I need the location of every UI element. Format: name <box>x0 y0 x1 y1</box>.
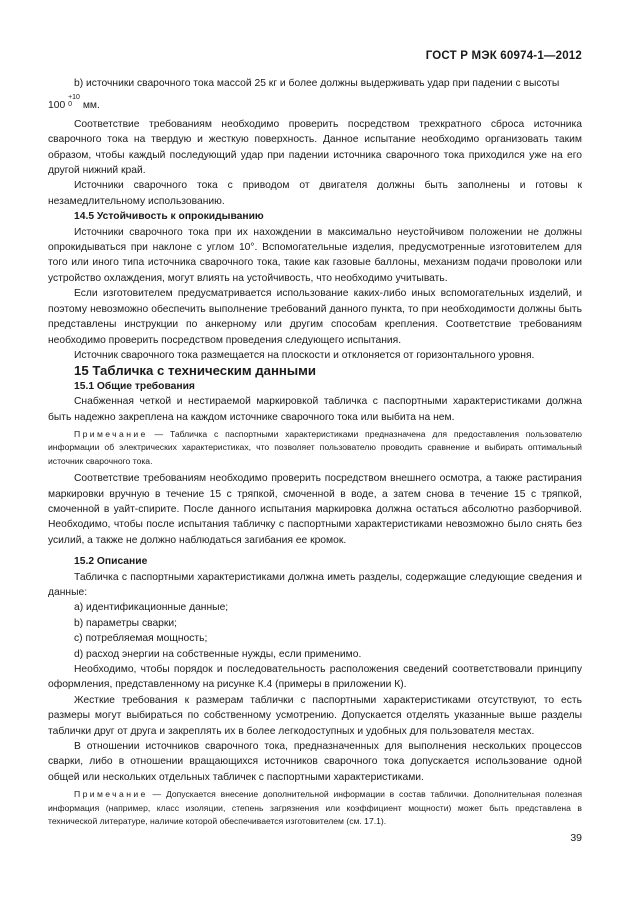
list-item: d) расход энергии на собственные нужды, если применимо. <box>74 648 362 660</box>
section-heading-15-2: 15.2 Описание <box>74 556 148 568</box>
paragraph: Снабженная четкой и нестираемой маркировкой табличка с паспортными характеристиками должна быть надежно закреплена на каждом источнике сварочного тока или выбита на нем. <box>48 396 582 423</box>
paragraph: Соответствие требованиям необходимо проверить посредством трехкратного сброса источника сварочного тока на твердую и жесткую поверхность. Данное испытание необходимо организовать таким образом, чтобы каждый последующий удар при падении источника сварочного тока приходился уже на его другой нижний край. <box>48 118 582 177</box>
note-label: Примечание <box>74 789 148 800</box>
height-number: 100 <box>48 100 66 112</box>
paragraph: Табличка с паспортными характеристиками должна иметь разделы, содержащие следующие сведения и данные: <box>48 571 582 598</box>
paragraph: Необходимо, чтобы порядок и последовательность расположения сведений соответствовали принципу оформления, представленному на рисунке К.4 (примеры в приложении К). <box>48 664 582 691</box>
tolerance-upper: +10 <box>68 94 80 102</box>
note-text: — Допускается внесение дополнительной информации в состав таблички. Дополнительная полезная информация (например, класс изоляции, степень загрязнения или коэффициент мощности) может быть представлена в технической литературе, наличие которой обеспечивается изготовителем (см. 17.1). <box>48 789 582 827</box>
section-heading-15-1: 15.1 Общие требования <box>74 380 195 392</box>
paragraph-height-value <box>48 94 582 113</box>
paragraph: Источник сварочного тока размещается на плоскости и отклоняется от горизонтального уровня. <box>74 349 535 361</box>
page-body <box>48 76 582 832</box>
document-header: ГОСТ Р МЭК 60974-1—2012 <box>425 50 582 62</box>
height-unit: мм. <box>82 100 100 112</box>
page-number: 39 <box>570 832 582 844</box>
paragraph: Источники сварочного тока с приводом от двигателя должны быть заполнены и готовы к незамедлительному использованию. <box>48 180 582 207</box>
list-item: a) идентификационные данные; <box>74 602 229 614</box>
section-heading-15: 15 Табличка с техническим данными <box>74 363 317 379</box>
tolerance <box>68 94 80 108</box>
paragraph: В отношении источников сварочного тока, предназначенных для выполнения нескольких процессов сварки, либо в отношении вращающихся источников сварочного тока допускается использование одной общей или нескольких отдельных табличек с паспортными характеристиками. <box>48 741 582 783</box>
list-item: c) потребляемая мощность; <box>74 633 208 645</box>
note <box>48 428 582 468</box>
tolerance-lower: 0 <box>68 101 72 109</box>
note-text: — Табличка с паспортными характеристиками предназначена для предоставления пользователю информации об электрических характеристиках, что позволяет пользователю проводить сравнение и выбирать оптимальный источник сварочного тока. <box>48 428 582 466</box>
note <box>48 788 582 828</box>
paragraph: b) источники сварочного тока массой 25 кг и более должны выдерживать удар при падении с высоты <box>74 78 560 89</box>
list-item: b) параметры сварки; <box>74 617 178 629</box>
paragraph: Жесткие требования к размерам таблички с паспортными характеристиками отсутствуют, то есть размеры могут выбираться по собственному усмотрению. Допускается отделять указанные выше разделы таблички друг от друга и закреплять их в более легкодоступных и удобных для пользователя местах. <box>48 694 582 737</box>
paragraph: Если изготовителем предусматривается использование каких-либо иных вспомогательных изделий, и поэтому невозможно обеспечить выполнение требований данного пункта, то при необходимости должны быть представлены инструкции по анкерному или другим способам крепления. Соответствие требованиям необходимо проверить посредством проведения следующего испытания. <box>48 288 582 346</box>
note-label: Примечание <box>74 428 148 439</box>
section-heading-14-5: 14.5 Устойчивость к опрокидыванию <box>74 211 264 223</box>
paragraph: Источники сварочного тока при их нахождении в максимально неустойчивом положении не должны опрокидываться при наклоне с углом 10°. Вспомогательные изделия, предусмотренные изготовителем для того или иного типа источника сварочного тока, такие как газовые баллоны, механизм подачи проволоки или устройство охлаждения, могут влиять на устойчивость, что необходимо учитывать. <box>48 226 582 284</box>
paragraph: Соответствие требованиям необходимо проверить посредством внешнего осмотра, а также растирания маркировки вручную в течение 15 с тряпкой, смоченной в воде, а затем снова в течение 15 с тряпкой, смоченной в уайт-спирите. После данного испытания маркировка должна остаться абсолютно разборчивой. Необходимо, чтобы после испытания табличку с паспортными характеристиками невозможно было снять без усилий, а также не должно наблюдаться загибания ее кромок. <box>48 473 582 546</box>
